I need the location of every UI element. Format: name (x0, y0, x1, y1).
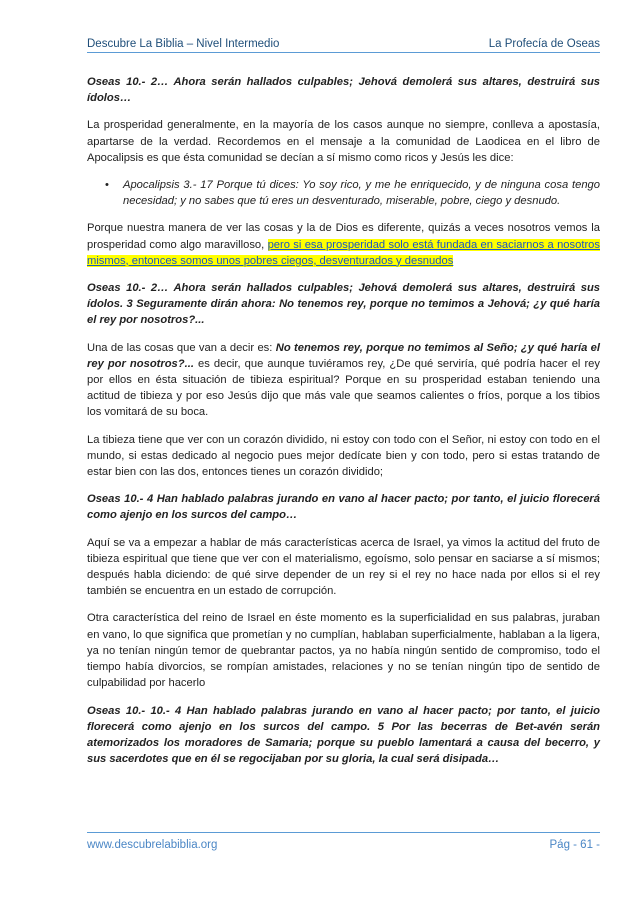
body-paragraph: La tibieza tiene que ver con un corazón dividido, ni estoy con todo con el Señor, ni estoy con todo en el mundo, si estas dedicado al negocio pues mejor dedícate bien y con todo, pero si estas tratando de estar bien con las dos, entonces tienes un corazón dividido; (87, 433, 600, 479)
scripture-quote: Oseas 10.- 10.- 4 Han hablado palabras jurando en vano al hacer pacto; por tanto, el juicio florecerá como ajenjo en los surcos del campo. 5 Por las becerras de Bet-avén serán atemorizados los moradores de Samaria; porque su pueblo lamentará a causa del becerro, y sus sacerdotes que en él se regocijaban por su gloria, la cual será disipada… (87, 704, 600, 766)
bullet-list (87, 177, 600, 209)
footer-divider (87, 832, 600, 833)
scripture-quote: Oseas 10.- 2… Ahora serán hallados culpables; Jehová demolerá sus altares, destruirá sus ídolos… (87, 76, 600, 105)
page-number: Pág - 61 - (549, 839, 600, 851)
bullet-icon: • (105, 179, 109, 192)
body-paragraph: Otra característica del reino de Israel en éste momento es la superficialidad en sus palabras, juraban en vano, lo que significa que prometían y no cumplían, hablaban superficialmente, hablaban a la ligera, ya no tenían ningún temor de quebrantar pactos, ya no había ningún sentido de compromiso, todo el tiempo había divorcios, se rompían amistades, relaciones y no se tenían ningún tipo de sentido de culpabilidad por hacerlo (87, 612, 600, 690)
paragraph-text: Una de las cosas que van a decir es: (87, 341, 276, 354)
emphasized-quote: No tenemos rey, porque no temimos al Seño; ¿y qué haría el rey por nosotros?... (87, 341, 600, 370)
header-divider (87, 52, 600, 53)
scripture-quote: Oseas 10.- 4 Han hablado palabras jurando en vano al hacer pacto; por tanto, el juicio florecerá como ajenjo en los surcos del campo… (87, 493, 600, 522)
bullet-item (87, 177, 600, 209)
bullet-text: Apocalipsis 3.- 17 Porque tú dices: Yo soy rico, y me he enriquecido, y de ninguna cosa tengo necesidad; y no sabes que tú eres un desventurado, miserable, pobre, ciego y desnudo. (123, 179, 600, 208)
highlighted-text: pero si esa prosperidad solo está fundada en saciarnos a nosotros mismos, entonces somos unos pobres ciegos, desventurados y desnudos (87, 238, 600, 267)
body-paragraph: La prosperidad generalmente, en la mayoría de los casos aunque no siempre, conlleva a apostasía, apartarse de la verdad. Recordemos en el mensaje a la comunidad de Laodicea en el libro de Apocalipsis es que ésta comunidad se decían a sí mismo como ricos y Jesús les dice: (87, 119, 600, 164)
header-course-title: Descubre La Biblia – Nivel Intermedio (87, 38, 280, 50)
body-paragraph: Aquí se va a empezar a hablar de más características acerca de Israel, ya vimos la actitud del fruto de tibieza espiritual que tiene que ver con el materialismo, egoísmo, solo pensar en saciarse a sí mismos; después habla diciendo: de qué sirve depender de un rey si el rey no hace nada por ellos si el rey también se encuentra en un estado de corrupción. (87, 536, 600, 598)
header-book-title: La Profecía de Oseas (488, 38, 600, 50)
page-body (87, 74, 600, 778)
footer-website: www.descubrelabiblia.org (87, 839, 218, 851)
body-paragraph (87, 340, 600, 421)
body-paragraph (87, 220, 600, 269)
page-footer (87, 839, 600, 857)
paragraph-text: Porque nuestra manera de ver las cosas y la de Dios es diferente, quizás a veces nosotros vemos la prosperidad como algo maravilloso, (87, 222, 600, 251)
scripture-quote: Oseas 10.- 2… Ahora serán hallados culpables; Jehová demolerá sus altares, destruirá sus ídolos. 3 Seguramente dirán ahora: No tenemos rey, porque no temimos a Jehová; ¿y qué haría el rey por nosotros?... (87, 282, 600, 327)
page-header (87, 28, 600, 48)
paragraph-text: es decir, que aunque tuviéramos rey, ¿De qué serviría, qué podría hacer el rey por ellos en ésta situación de tibieza espiritual? Porque en su prosperidad estaban teniendo una actitud de tibieza y por eso Jesús dijo que más vale que seamos calientes o fríos, porque a los tibios los vomitará de su boca. (87, 357, 600, 419)
